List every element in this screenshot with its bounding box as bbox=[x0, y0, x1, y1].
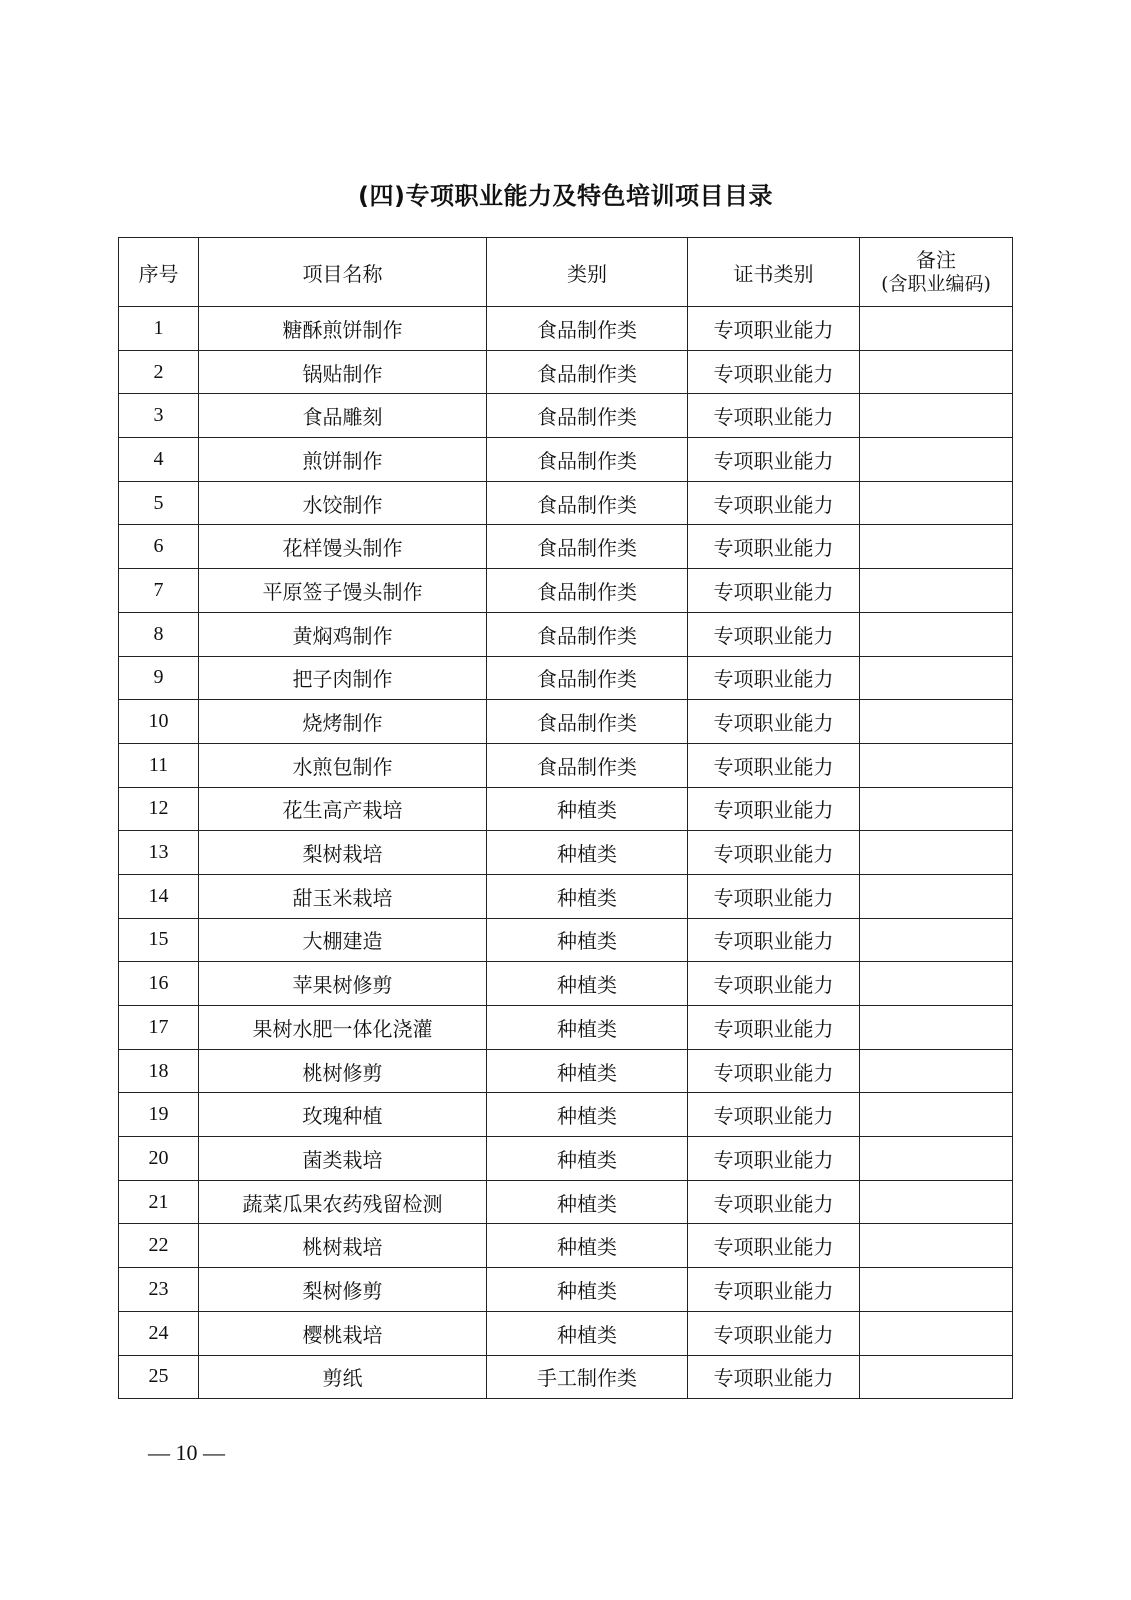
table-row bbox=[119, 1049, 1013, 1093]
cell-project-name: 黄焖鸡制作 bbox=[199, 612, 487, 656]
cell-project-name: 平原签子馒头制作 bbox=[199, 569, 487, 613]
table-row bbox=[119, 656, 1013, 700]
cell-remark bbox=[860, 874, 1013, 918]
cell-cert-type: 专项职业能力 bbox=[688, 656, 860, 700]
table-row bbox=[119, 831, 1013, 875]
cell-category: 食品制作类 bbox=[487, 307, 688, 351]
cell-remark bbox=[860, 1180, 1013, 1224]
table-row bbox=[119, 307, 1013, 351]
cell-index: 13 bbox=[119, 831, 199, 875]
cell-remark bbox=[860, 612, 1013, 656]
cell-project-name: 水煎包制作 bbox=[199, 743, 487, 787]
cell-category: 食品制作类 bbox=[487, 481, 688, 525]
table-row bbox=[119, 1137, 1013, 1181]
cell-remark bbox=[860, 438, 1013, 482]
cell-index: 1 bbox=[119, 307, 199, 351]
cell-remark bbox=[860, 831, 1013, 875]
table-row bbox=[119, 1224, 1013, 1268]
header-remark-sub: (含职业编码) bbox=[881, 273, 991, 295]
table-row bbox=[119, 1006, 1013, 1050]
cell-index: 9 bbox=[119, 656, 199, 700]
cell-project-name: 桃树栽培 bbox=[199, 1224, 487, 1268]
cell-remark bbox=[860, 394, 1013, 438]
cell-category: 种植类 bbox=[487, 831, 688, 875]
cell-category: 种植类 bbox=[487, 1180, 688, 1224]
cell-remark bbox=[860, 656, 1013, 700]
cell-remark bbox=[860, 569, 1013, 613]
cell-remark bbox=[860, 743, 1013, 787]
table-row bbox=[119, 569, 1013, 613]
cell-cert-type: 专项职业能力 bbox=[688, 1268, 860, 1312]
cell-remark bbox=[860, 1006, 1013, 1050]
table-row bbox=[119, 350, 1013, 394]
cell-project-name: 锅贴制作 bbox=[199, 350, 487, 394]
cell-index: 21 bbox=[119, 1180, 199, 1224]
cell-category: 食品制作类 bbox=[487, 743, 688, 787]
cell-index: 19 bbox=[119, 1093, 199, 1137]
cell-category: 食品制作类 bbox=[487, 612, 688, 656]
cell-remark bbox=[860, 1137, 1013, 1181]
header-cert-type: 证书类别 bbox=[688, 238, 860, 307]
cell-index: 7 bbox=[119, 569, 199, 613]
cell-category: 种植类 bbox=[487, 1268, 688, 1312]
cell-project-name: 烧烤制作 bbox=[199, 700, 487, 744]
project-catalog-table bbox=[118, 237, 1013, 1399]
cell-cert-type: 专项职业能力 bbox=[688, 743, 860, 787]
cell-cert-type: 专项职业能力 bbox=[688, 1180, 860, 1224]
header-remark bbox=[860, 238, 1013, 307]
cell-index: 23 bbox=[119, 1268, 199, 1312]
cell-category: 食品制作类 bbox=[487, 569, 688, 613]
cell-category: 种植类 bbox=[487, 874, 688, 918]
cell-cert-type: 专项职业能力 bbox=[688, 612, 860, 656]
table-row bbox=[119, 1268, 1013, 1312]
table-row bbox=[119, 743, 1013, 787]
cell-cert-type: 专项职业能力 bbox=[688, 1355, 860, 1399]
cell-remark bbox=[860, 700, 1013, 744]
table-row bbox=[119, 1093, 1013, 1137]
cell-category: 种植类 bbox=[487, 1311, 688, 1355]
cell-project-name: 煎饼制作 bbox=[199, 438, 487, 482]
cell-index: 18 bbox=[119, 1049, 199, 1093]
cell-index: 10 bbox=[119, 700, 199, 744]
cell-category: 食品制作类 bbox=[487, 656, 688, 700]
cell-remark bbox=[860, 481, 1013, 525]
table-row bbox=[119, 1311, 1013, 1355]
table-row bbox=[119, 962, 1013, 1006]
cell-cert-type: 专项职业能力 bbox=[688, 1137, 860, 1181]
cell-remark bbox=[860, 1355, 1013, 1399]
cell-project-name: 蔬菜瓜果农药残留检测 bbox=[199, 1180, 487, 1224]
cell-cert-type: 专项职业能力 bbox=[688, 831, 860, 875]
cell-remark bbox=[860, 1224, 1013, 1268]
cell-index: 20 bbox=[119, 1137, 199, 1181]
cell-index: 4 bbox=[119, 438, 199, 482]
cell-index: 25 bbox=[119, 1355, 199, 1399]
cell-category: 种植类 bbox=[487, 1224, 688, 1268]
page-title: (四)专项职业能力及特色培训项目目录 bbox=[358, 182, 773, 210]
cell-index: 2 bbox=[119, 350, 199, 394]
cell-cert-type: 专项职业能力 bbox=[688, 394, 860, 438]
cell-cert-type: 专项职业能力 bbox=[688, 918, 860, 962]
cell-cert-type: 专项职业能力 bbox=[688, 1006, 860, 1050]
cell-cert-type: 专项职业能力 bbox=[688, 1311, 860, 1355]
cell-category: 食品制作类 bbox=[487, 700, 688, 744]
cell-project-name: 樱桃栽培 bbox=[199, 1311, 487, 1355]
cell-remark bbox=[860, 962, 1013, 1006]
cell-index: 11 bbox=[119, 743, 199, 787]
header-remark-label: 备注 bbox=[916, 248, 956, 272]
cell-index: 6 bbox=[119, 525, 199, 569]
cell-project-name: 果树水肥一体化浇灌 bbox=[199, 1006, 487, 1050]
cell-index: 24 bbox=[119, 1311, 199, 1355]
cell-remark bbox=[860, 1311, 1013, 1355]
cell-index: 17 bbox=[119, 1006, 199, 1050]
cell-index: 12 bbox=[119, 787, 199, 831]
cell-project-name: 梨树栽培 bbox=[199, 831, 487, 875]
cell-remark bbox=[860, 1049, 1013, 1093]
header-name: 项目名称 bbox=[199, 238, 487, 307]
cell-category: 食品制作类 bbox=[487, 525, 688, 569]
cell-project-name: 糖酥煎饼制作 bbox=[199, 307, 487, 351]
cell-index: 8 bbox=[119, 612, 199, 656]
cell-remark bbox=[860, 787, 1013, 831]
cell-project-name: 花样馒头制作 bbox=[199, 525, 487, 569]
cell-remark bbox=[860, 918, 1013, 962]
cell-cert-type: 专项职业能力 bbox=[688, 569, 860, 613]
cell-index: 15 bbox=[119, 918, 199, 962]
cell-cert-type: 专项职业能力 bbox=[688, 525, 860, 569]
cell-project-name: 梨树修剪 bbox=[199, 1268, 487, 1312]
table-row bbox=[119, 1180, 1013, 1224]
cell-project-name: 把子肉制作 bbox=[199, 656, 487, 700]
table-row bbox=[119, 525, 1013, 569]
cell-project-name: 桃树修剪 bbox=[199, 1049, 487, 1093]
page-number: — 10 — bbox=[148, 1440, 225, 1465]
cell-category: 种植类 bbox=[487, 1049, 688, 1093]
cell-category: 种植类 bbox=[487, 1093, 688, 1137]
cell-remark bbox=[860, 525, 1013, 569]
cell-cert-type: 专项职业能力 bbox=[688, 787, 860, 831]
table-row bbox=[119, 787, 1013, 831]
cell-project-name: 食品雕刻 bbox=[199, 394, 487, 438]
cell-cert-type: 专项职业能力 bbox=[688, 962, 860, 1006]
header-category: 类别 bbox=[487, 238, 688, 307]
cell-project-name: 水饺制作 bbox=[199, 481, 487, 525]
cell-project-name: 剪纸 bbox=[199, 1355, 487, 1399]
cell-project-name: 菌类栽培 bbox=[199, 1137, 487, 1181]
cell-index: 5 bbox=[119, 481, 199, 525]
table-row bbox=[119, 438, 1013, 482]
table-header-row bbox=[119, 238, 1013, 307]
table-row bbox=[119, 1355, 1013, 1399]
cell-index: 16 bbox=[119, 962, 199, 1006]
cell-cert-type: 专项职业能力 bbox=[688, 874, 860, 918]
cell-cert-type: 专项职业能力 bbox=[688, 700, 860, 744]
cell-category: 种植类 bbox=[487, 918, 688, 962]
table-row bbox=[119, 918, 1013, 962]
cell-remark bbox=[860, 1093, 1013, 1137]
cell-category: 种植类 bbox=[487, 1137, 688, 1181]
cell-cert-type: 专项职业能力 bbox=[688, 307, 860, 351]
cell-index: 14 bbox=[119, 874, 199, 918]
cell-cert-type: 专项职业能力 bbox=[688, 438, 860, 482]
table-row bbox=[119, 612, 1013, 656]
cell-project-name: 苹果树修剪 bbox=[199, 962, 487, 1006]
table-row bbox=[119, 481, 1013, 525]
cell-project-name: 玫瑰种植 bbox=[199, 1093, 487, 1137]
cell-category: 食品制作类 bbox=[487, 394, 688, 438]
cell-project-name: 大棚建造 bbox=[199, 918, 487, 962]
cell-project-name: 花生高产栽培 bbox=[199, 787, 487, 831]
cell-cert-type: 专项职业能力 bbox=[688, 1049, 860, 1093]
cell-remark bbox=[860, 350, 1013, 394]
cell-category: 种植类 bbox=[487, 787, 688, 831]
table-row bbox=[119, 874, 1013, 918]
cell-remark bbox=[860, 307, 1013, 351]
header-index: 序号 bbox=[119, 238, 199, 307]
cell-category: 手工制作类 bbox=[487, 1355, 688, 1399]
cell-cert-type: 专项职业能力 bbox=[688, 1224, 860, 1268]
cell-index: 3 bbox=[119, 394, 199, 438]
cell-project-name: 甜玉米栽培 bbox=[199, 874, 487, 918]
cell-cert-type: 专项职业能力 bbox=[688, 481, 860, 525]
table-row bbox=[119, 700, 1013, 744]
cell-index: 22 bbox=[119, 1224, 199, 1268]
cell-cert-type: 专项职业能力 bbox=[688, 1093, 860, 1137]
cell-category: 种植类 bbox=[487, 962, 688, 1006]
cell-cert-type: 专项职业能力 bbox=[688, 350, 860, 394]
cell-category: 食品制作类 bbox=[487, 350, 688, 394]
table-row bbox=[119, 394, 1013, 438]
cell-category: 食品制作类 bbox=[487, 438, 688, 482]
cell-remark bbox=[860, 1268, 1013, 1312]
cell-category: 种植类 bbox=[487, 1006, 688, 1050]
